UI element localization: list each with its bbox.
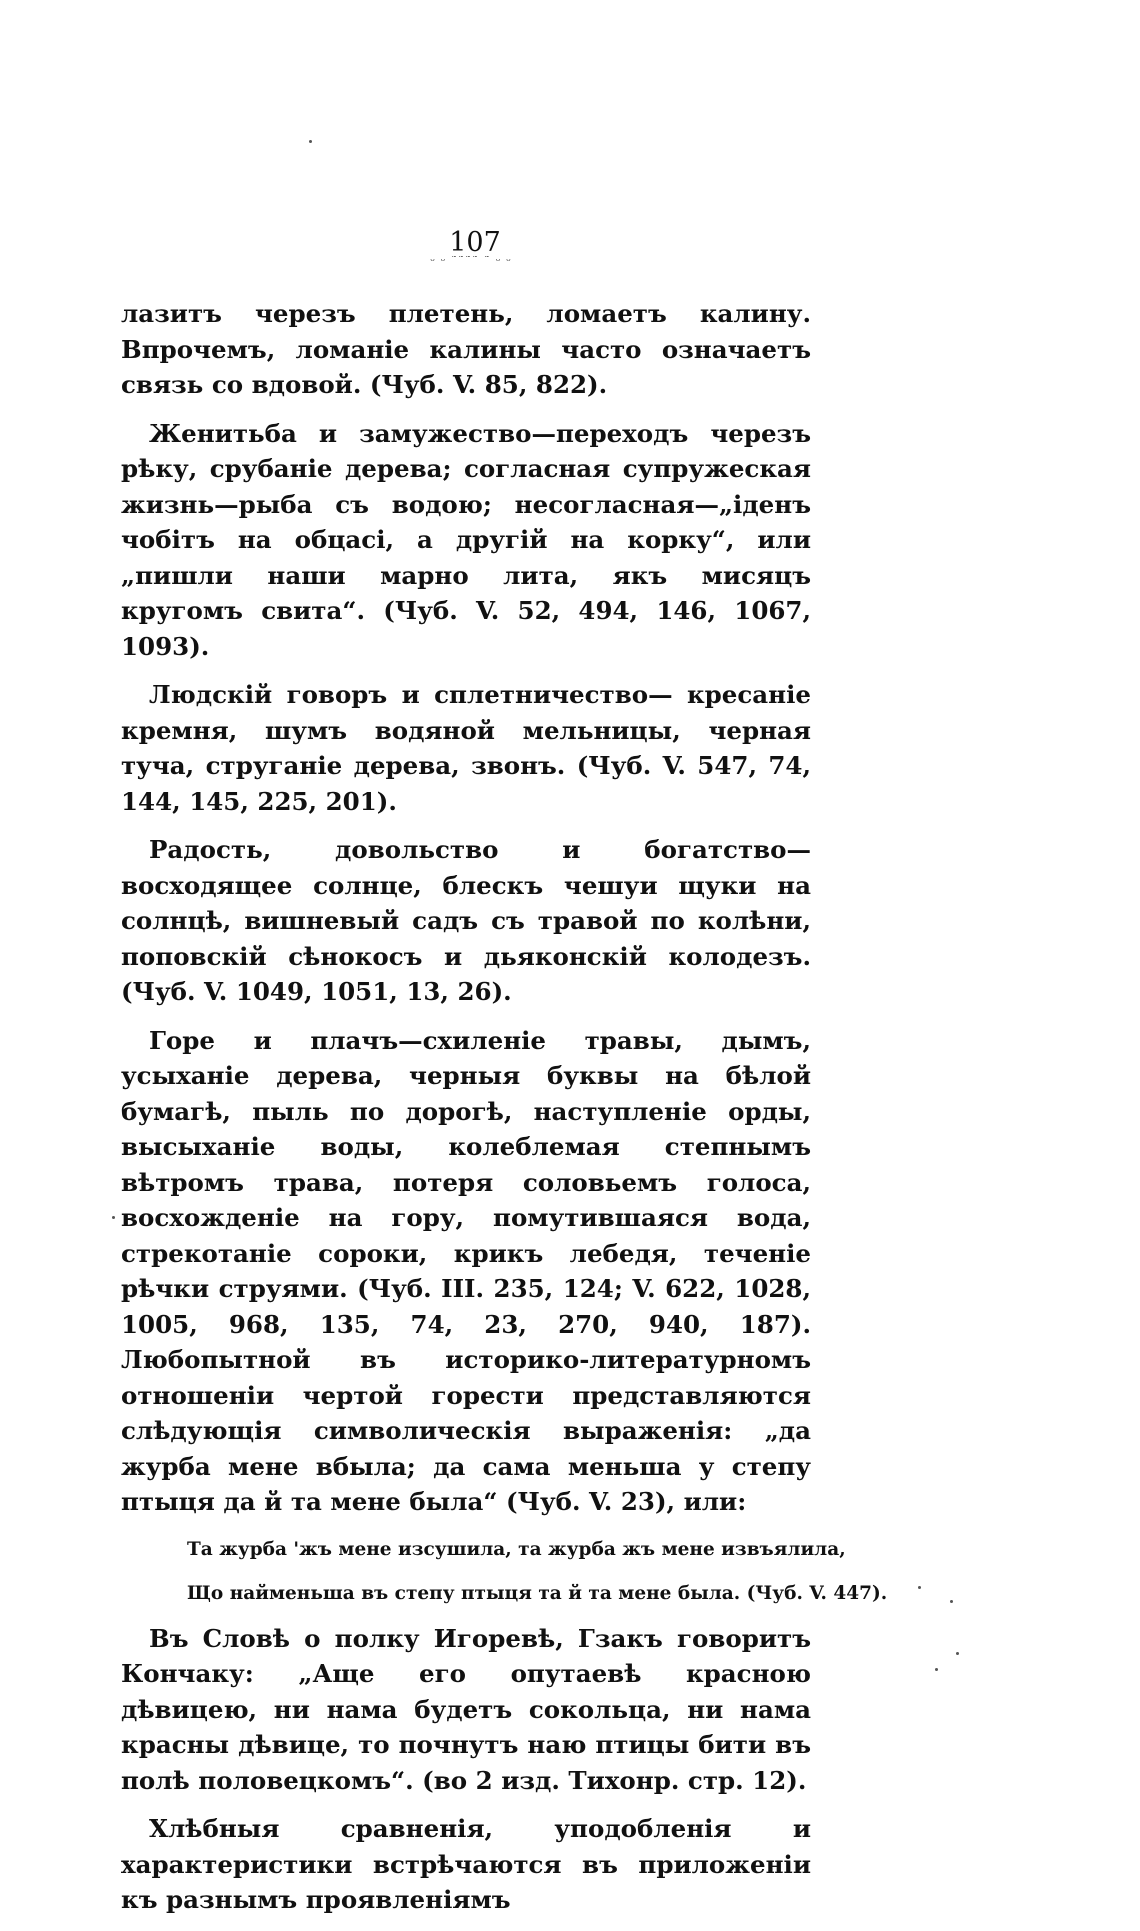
paragraph-joy: Радость, довольство и богатство—восходящее солнце, блескъ чешуи щуки на солнцѣ, вишневый садъ съ травой по колѣни, поповскій сѣнокосъ и дьяконскій колодезъ. (Чуб. V. 1049, 1051, 13, 26). <box>121 835 811 1006</box>
text-block <box>121 296 888 1931</box>
ornament-rule: ᵕ ᵕ ˜˜˜˜ ˜ ᵕ ᵕ <box>430 256 512 266</box>
scan-speck <box>935 1668 938 1671</box>
paragraph-gossip: Людскій говоръ и сплетничество— кресаніе кремня, шумъ водяной мельницы, черная туча, струганіе дерева, звонъ. (Чуб. V. 547, 74, 144, 145, 225, 201). <box>121 680 811 816</box>
paragraph-grief: Горе и плачъ—схиленіе травы, дымъ, усыханіе дерева, черныя буквы на бѣлой бумагѣ, пыль по дорогѣ, наступленіе орды, высыханіе воды, колеблемая степнымъ вѣтромъ трава, потеря соловьемъ голоса, восхожденіе на гору, помутившаяся вода, стрекотаніе сороки, крикъ лебедя, теченіе рѣчки струями. (Чуб. III. 235, 124; V. 622, 1028, 1005, 968, 135, 74, 23, 270, 940, 187). Любопытной въ историко-литературномъ отношеніи чертой горести представляются слѣдующія символическія выраженія: „да журба мене вбыла; да сама меньша у степу птыця да й та мене была“ (Чуб. V. 23), или: <box>121 1025 811 1516</box>
paragraph-igor: Въ Словѣ о полку Игоревѣ, Гзакъ говоритъ Кончаку: „Аще его опутаевѣ красною дѣвицею, ни нама будетъ сокольца, ни нама красны дѣвице, то почнутъ наю птицы бити въ полѣ половецкомъ“. (во 2 изд. Тихонр. стр. 12). <box>121 1623 811 1795</box>
scan-speck <box>956 1652 959 1655</box>
paragraph-continuation: лазитъ черезъ плетень, ломаетъ калину. Впрочемъ, ломаніе калины часто означаетъ связь со вдовой. (Чуб. V. 85, 822). <box>121 299 811 399</box>
paragraph-bread: Хлѣбныя сравненія, уподобленія и характеристики встрѣчаются въ приложеніи къ разнымъ проявленіямъ <box>121 1814 811 1914</box>
verse-line: Та журба 'жъ мене изсушила, та журба жъ мене извъялила, <box>187 1538 846 1560</box>
scan-speck <box>950 1600 953 1603</box>
scan-speck <box>309 140 312 143</box>
page-number: 107 <box>449 227 501 258</box>
scan-speck <box>112 1216 115 1219</box>
scan-speck <box>918 1586 921 1589</box>
verse-line: Що найменьша въ степу птыця та й та мене была. (Чуб. V. 447). <box>187 1582 888 1604</box>
paragraph-marriage: Женитьба и замужество—переходъ черезъ рѣку, срубаніе дерева; согласная супружеская жизнь—рыба съ водою; несогласная—„іденъ чобітъ на обцасі, а другій на корку“, или „пишли наши марно лита, якъ мисяцъ кругомъ свита“. (Чуб. V. 52, 494, 146, 1067, 1093). <box>121 418 811 661</box>
verse-quote <box>121 1533 888 1611</box>
